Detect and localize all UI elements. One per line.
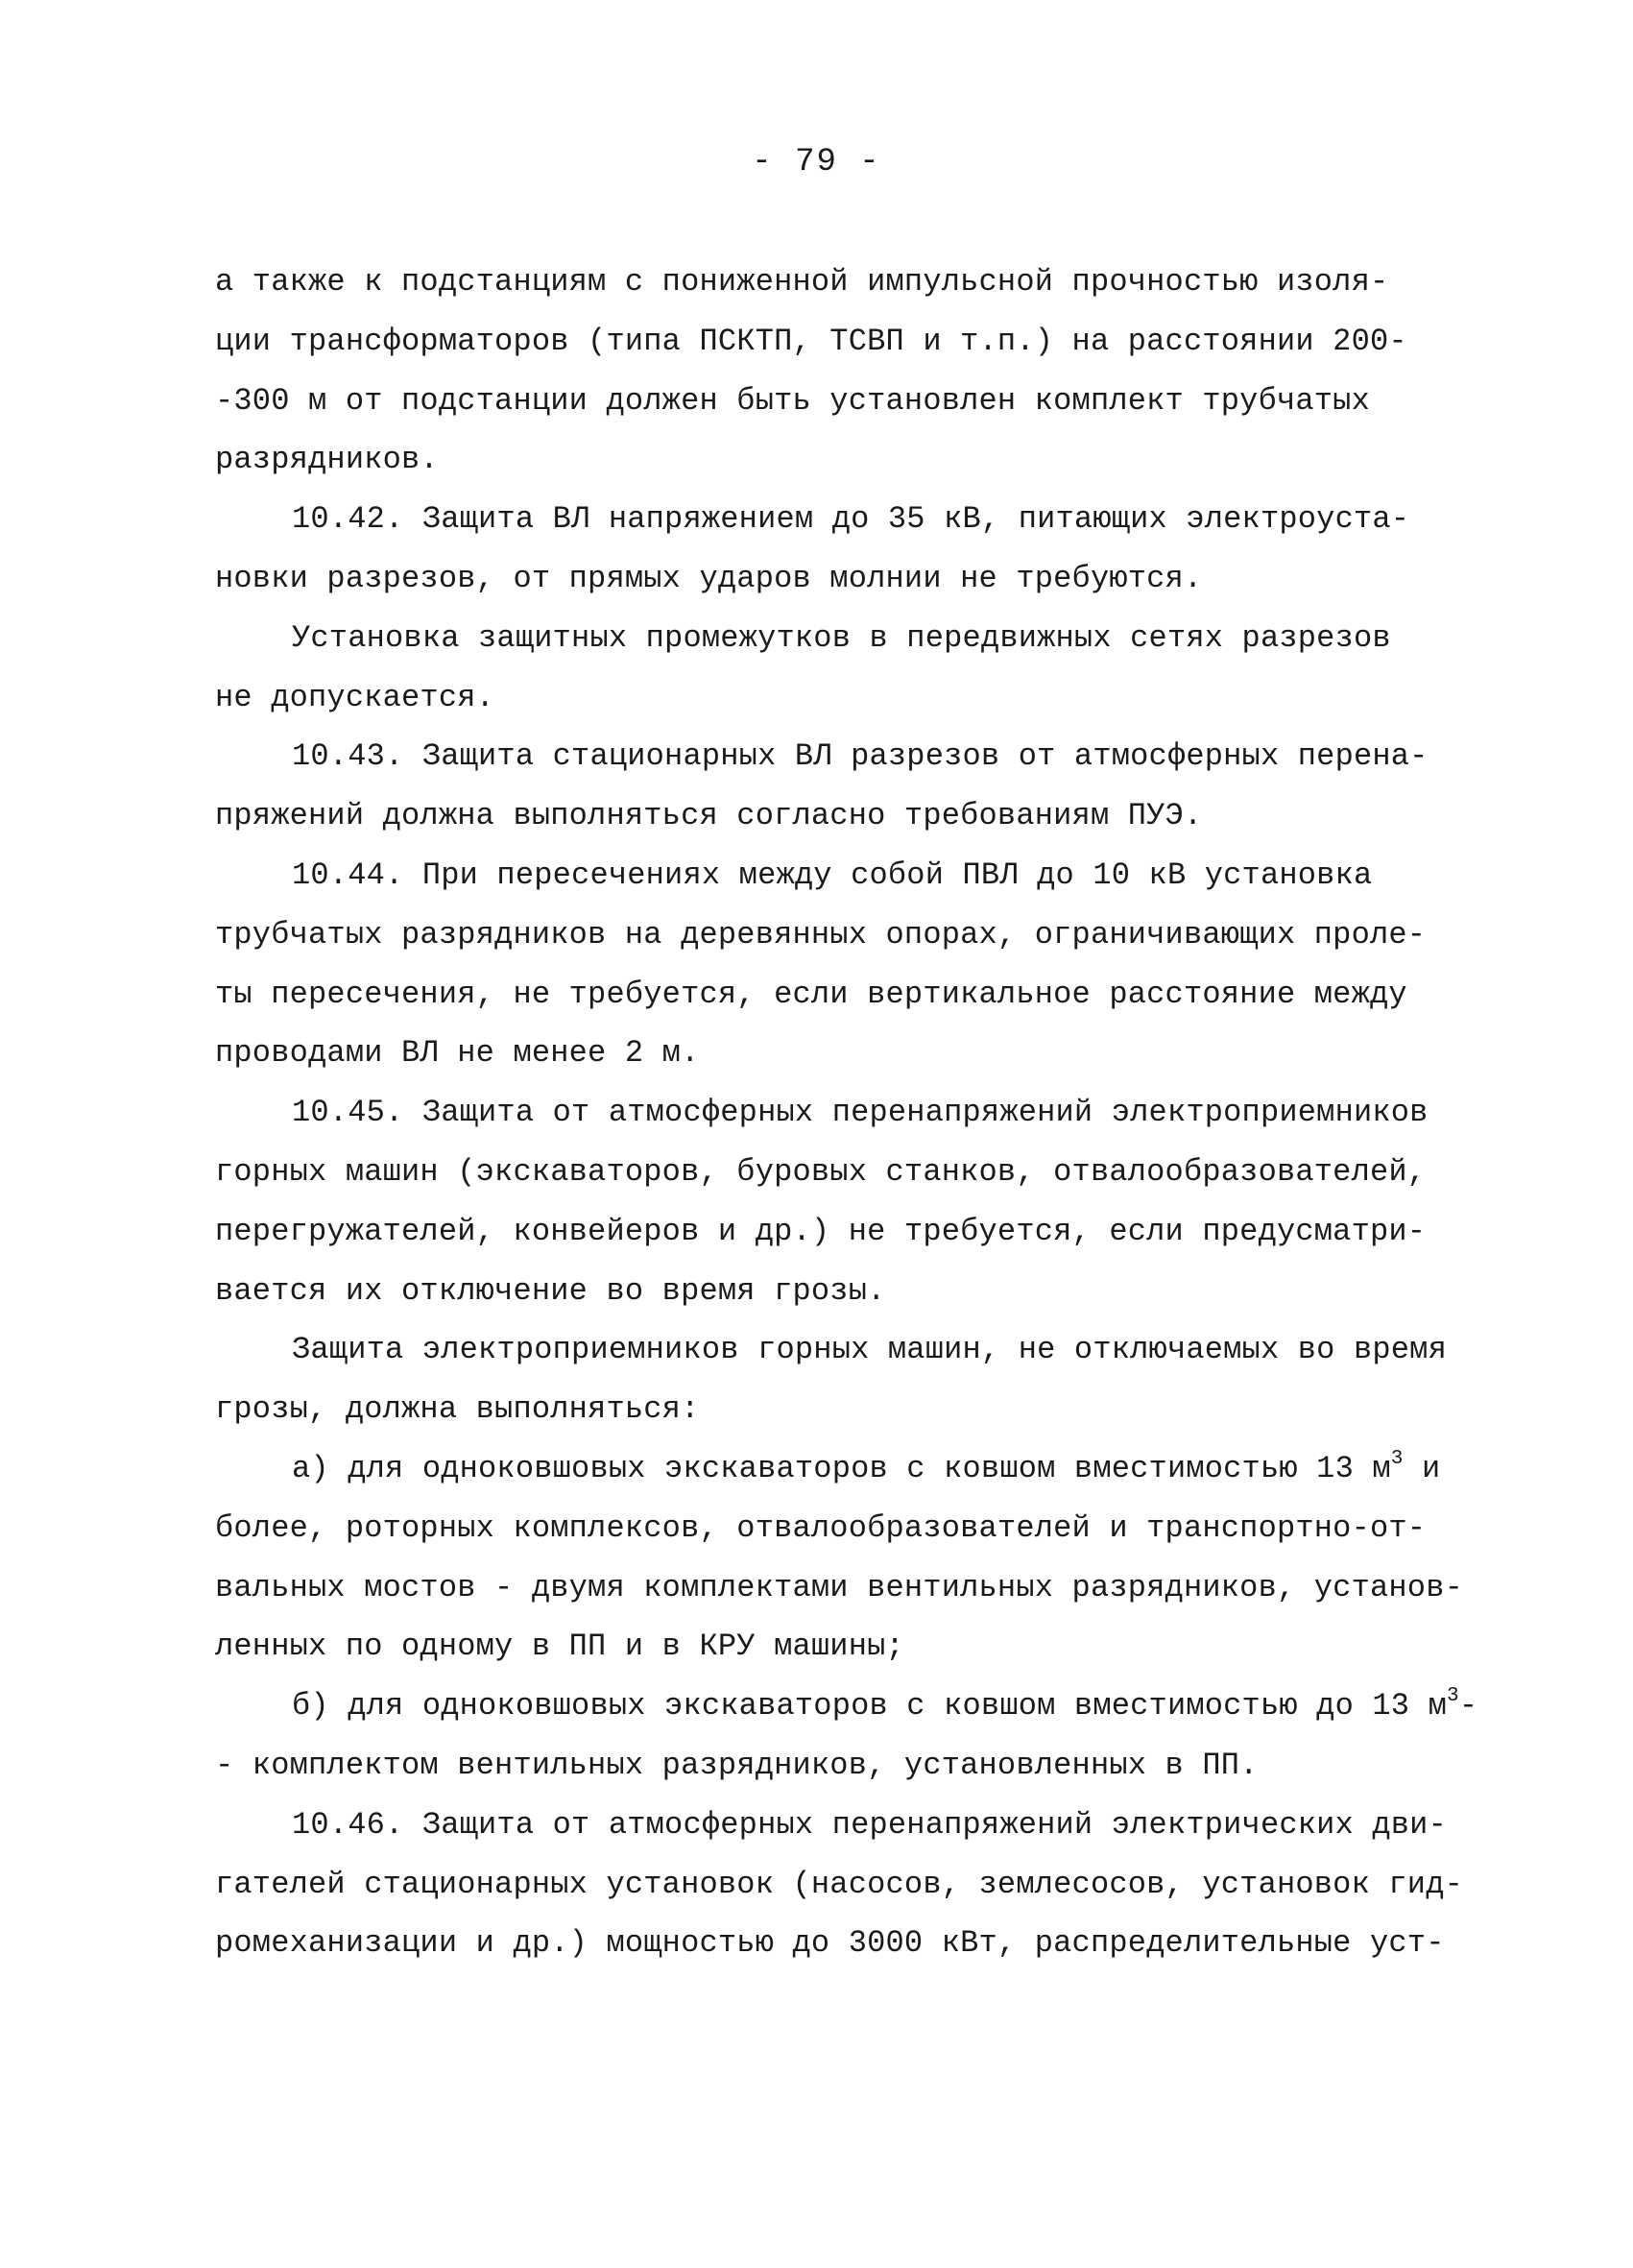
text-line: перегружателей, конвейеров и др.) не требуется, если предусматри- [215,1213,1427,1249]
superscript: 3 [1447,1685,1459,1708]
text-line: вается их отключение во время грозы. [215,1272,886,1309]
text-line: - комплектом вентильных разрядников, установленных в ПП. [215,1747,1259,1783]
list-item-a-text: а) для одноковшовых экскаваторов с ковшом вместимостью 13 м [292,1450,1391,1486]
superscript: 3 [1390,1447,1404,1470]
text-line: новки разрезов, от прямых ударов молнии не требуются. [215,560,1203,596]
list-item-a-tail: и [1403,1450,1441,1486]
document-body [215,253,1478,1973]
text-line: проводами ВЛ не менее 2 м. [215,1035,700,1072]
list-item-b-text: б) для одноковшовых экскаваторов с ковшом вместимостью до 13 м [292,1688,1447,1725]
paragraph-10-45-start: 10.45. Защита от атмосферных перенапряжений электроприемников [292,1095,1429,1131]
text-line: трубчатых разрядников на деревянных опорах, ограничивающих проле- [215,916,1427,953]
paragraph-10-42-start: 10.42. Защита ВЛ напряжением до 35 кВ, питающих электроуста- [292,501,1410,538]
text-line: а также к подстанциям с пониженной импульсной прочностью изоля- [215,264,1389,300]
list-item-b-tail: - [1458,1688,1478,1725]
list-item-a [215,1439,1463,1499]
text-line: ленных по одному в ПП и в КРУ машины; [215,1629,904,1665]
text-line: ции трансформаторов (типа ПСКТП, ТСВП и т.п.) на расстоянии 200- [215,323,1407,359]
text-line: горных машин (экскаваторов, буровых станков, отвалообразователей, [215,1153,1427,1190]
list-item-b [215,1677,1478,1736]
text-line: не допускается. [215,679,495,715]
text-line: вальных мостов - двумя комплектами вентильных разрядников, установ- [215,1569,1464,1605]
text-line: ромеханизации и др.) мощностью до 3000 кВт, распределительные уст- [215,1925,1445,1962]
text-line: пряжений должна выполняться согласно требованиям ПУЭ. [215,798,1203,834]
text-line: ты пересечения, не требуется, если вертикальное расстояние между [215,976,1407,1012]
text-line: -300 м от подстанции должен быть установлен комплект трубчатых [215,382,1370,419]
page-number: - 79 - [752,144,881,181]
paragraph-10-44-start: 10.44. При пересечениях между собой ПВЛ до 10 кВ установка [292,857,1373,893]
text-line: грозы, должна выполняться: [215,1391,700,1428]
text-line: гателей стационарных установок (насосов, землесосов, установок гид- [215,1866,1464,1902]
text-line: более, роторных комплексов, отвалообразователей и транспортно-от- [215,1509,1427,1546]
paragraph-start: Установка защитных промежутков в передвижных сетях разрезов [292,619,1391,656]
paragraph-10-46-start: 10.46. Защита от атмосферных перенапряжений электрических дви- [292,1806,1447,1843]
paragraph-10-43-start: 10.43. Защита стационарных ВЛ разрезов от атмосферных перена- [292,738,1429,775]
paragraph-start: Защита электроприемников горных машин, не отключаемых во время [292,1332,1447,1368]
text-line: разрядников. [215,442,439,478]
